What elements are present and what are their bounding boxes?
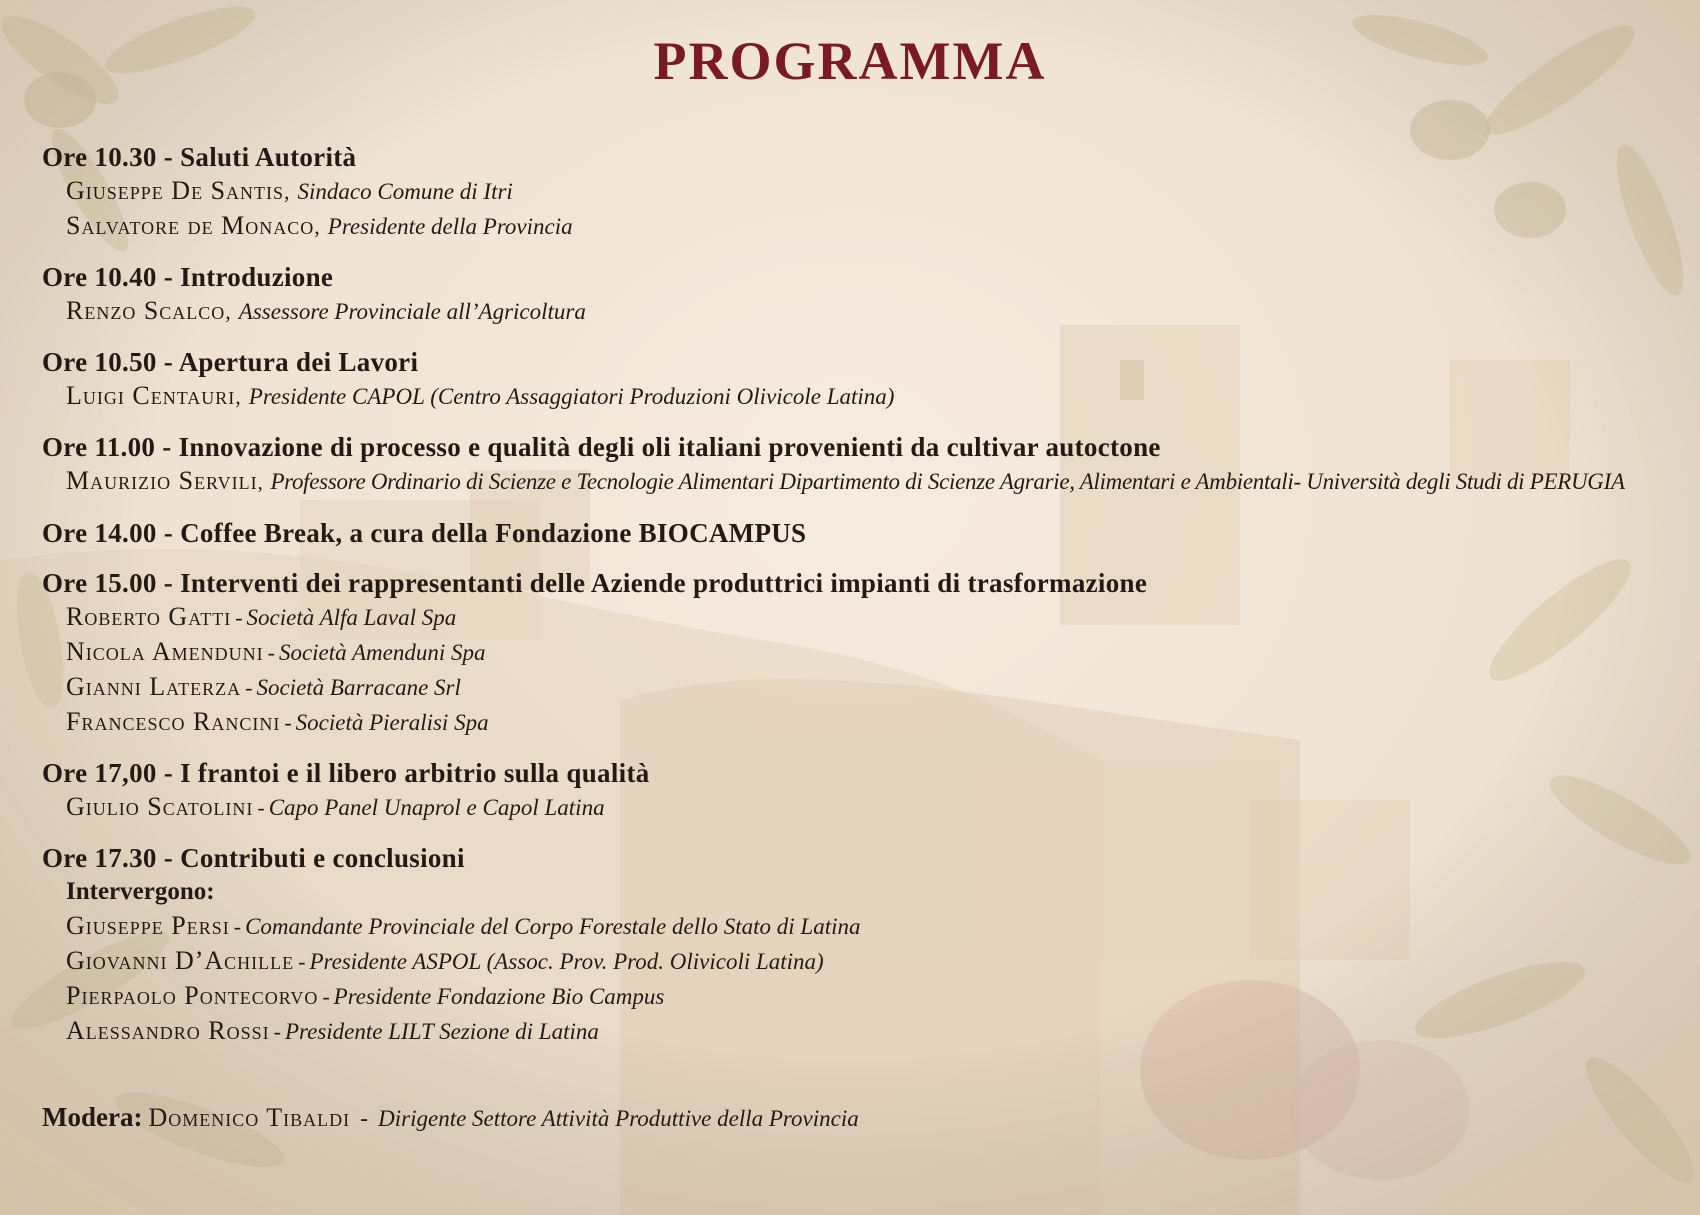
speaker-line <box>42 790 1682 825</box>
speaker-line <box>42 670 1682 705</box>
speaker-role: Società Barracane Srl <box>256 675 461 700</box>
speaker-line <box>42 600 1682 635</box>
speaker-name: Giulio Scatolini <box>66 792 254 821</box>
speaker-name: Giovanni D’Achille <box>66 946 295 975</box>
speaker-role: Sindaco Comune di Itri <box>297 179 513 204</box>
speaker-separator: , <box>225 299 231 324</box>
speaker-line <box>42 1014 1682 1049</box>
speaker-line <box>42 909 1682 944</box>
session-sublabel: Intervergono: <box>66 878 215 905</box>
speaker-separator: - <box>322 984 330 1009</box>
session-heading: Ore 17.30 - Contributi e conclusioni <box>42 843 465 873</box>
session-block <box>42 566 1682 740</box>
speaker-line <box>42 979 1682 1014</box>
speaker-line <box>42 705 1682 740</box>
speaker-line <box>42 209 1682 244</box>
speaker-separator: - <box>245 675 253 700</box>
page-title: PROGRAMMA <box>653 31 1047 91</box>
speaker-role: Presidente Fondazione Bio Campus <box>333 984 665 1009</box>
speaker-separator: - <box>233 914 242 939</box>
session-heading: Ore 10.30 - Saluti Autorità <box>42 142 357 172</box>
speaker-line <box>42 635 1682 670</box>
speaker-separator: , <box>257 472 263 494</box>
speaker-role: Presidente LILT Sezione di Latina <box>284 1019 599 1044</box>
moderator-line <box>42 1102 859 1133</box>
moderator-role: Dirigente Settore Attività Produttive della Provincia <box>378 1106 859 1131</box>
speaker-line <box>42 294 1682 329</box>
speaker-line <box>42 464 1682 500</box>
speaker-role: Presidente della Provincia <box>327 214 573 239</box>
speaker-separator: - <box>235 605 243 630</box>
program-list <box>42 140 1682 1065</box>
speaker-separator: , <box>235 384 241 409</box>
moderator-label: Modera: <box>42 1102 143 1132</box>
session-block <box>42 430 1682 500</box>
speaker-line <box>42 944 1682 979</box>
speaker-name: Giuseppe Persi <box>66 911 230 940</box>
speaker-name: Renzo Scalco <box>66 296 226 325</box>
session-heading: Ore 10.40 - Introduzione <box>42 262 334 292</box>
speaker-role: Capo Panel Unaprol e Capol Latina <box>268 795 605 820</box>
speaker-separator: , <box>284 179 290 204</box>
speaker-role: Professore Ordinario di Scienze e Tecnologie Alimentari Dipartimento di Scienze Agrarie, Alimentari e Ambientali- Università degli Studi di PERUGIA <box>270 469 1625 494</box>
speaker-role: Società Amenduni Spa <box>278 640 486 665</box>
speaker-role: Assessore Provinciale all’Agricoltura <box>238 299 586 324</box>
speaker-role: Presidente CAPOL (Centro Assaggiatori Produzioni Olivicole Latina) <box>248 384 895 409</box>
speaker-name: Roberto Gatti <box>66 602 232 631</box>
session-block <box>42 260 1682 329</box>
speaker-name: Gianni Laterza <box>66 672 242 701</box>
session-block <box>42 516 1682 550</box>
speaker-separator: - <box>267 640 275 665</box>
speaker-separator: - <box>298 949 306 974</box>
speaker-name: Maurizio Servili <box>66 466 258 495</box>
speaker-role: Società Pieralisi Spa <box>295 710 489 735</box>
speaker-name: Alessandro Rossi <box>66 1016 270 1045</box>
speaker-name: Pierpaolo Pontecorvo <box>66 981 319 1010</box>
speaker-name: Francesco Rancini <box>66 707 281 736</box>
session-block <box>42 756 1682 825</box>
speaker-line <box>42 379 1682 414</box>
session-heading: Ore 10.50 - Apertura dei Lavori <box>42 347 419 377</box>
session-heading: Ore 11.00 - Innovazione di processo e qualità degli oli italiani provenienti da cultivar autoctone <box>42 432 1161 462</box>
speaker-role: Comandante Provinciale del Corpo Forestale dello Stato di Latina <box>245 914 861 939</box>
speaker-separator: - <box>257 795 265 820</box>
speaker-separator: , <box>314 214 320 239</box>
session-block <box>42 841 1682 1049</box>
session-block <box>42 345 1682 414</box>
speaker-name: Salvatore de Monaco <box>66 211 315 240</box>
session-block <box>42 140 1682 244</box>
speaker-role: Presidente ASPOL (Assoc. Prov. Prod. Olivicoli Latina) <box>309 949 824 974</box>
moderator-separator: - <box>360 1106 369 1132</box>
speaker-name: Giuseppe De Santis <box>66 176 285 205</box>
speaker-role: Società Alfa Laval Spa <box>246 605 457 630</box>
session-heading: Ore 17,00 - I frantoi e il libero arbitrio sulla qualità <box>42 758 650 788</box>
speaker-line <box>42 174 1682 209</box>
session-heading: Ore 14.00 - Coffee Break, a cura della Fondazione BIOCAMPUS <box>42 518 807 548</box>
session-heading: Ore 15.00 - Interventi dei rappresentanti delle Aziende produttrici impianti di trasformazione <box>42 568 1148 598</box>
speaker-separator: - <box>284 710 292 735</box>
moderator-name: Domenico Tibaldi <box>148 1103 351 1132</box>
speaker-name: Nicola Amenduni <box>66 637 264 666</box>
speaker-separator: - <box>273 1019 281 1044</box>
speaker-name: Luigi Centauri <box>66 381 236 410</box>
